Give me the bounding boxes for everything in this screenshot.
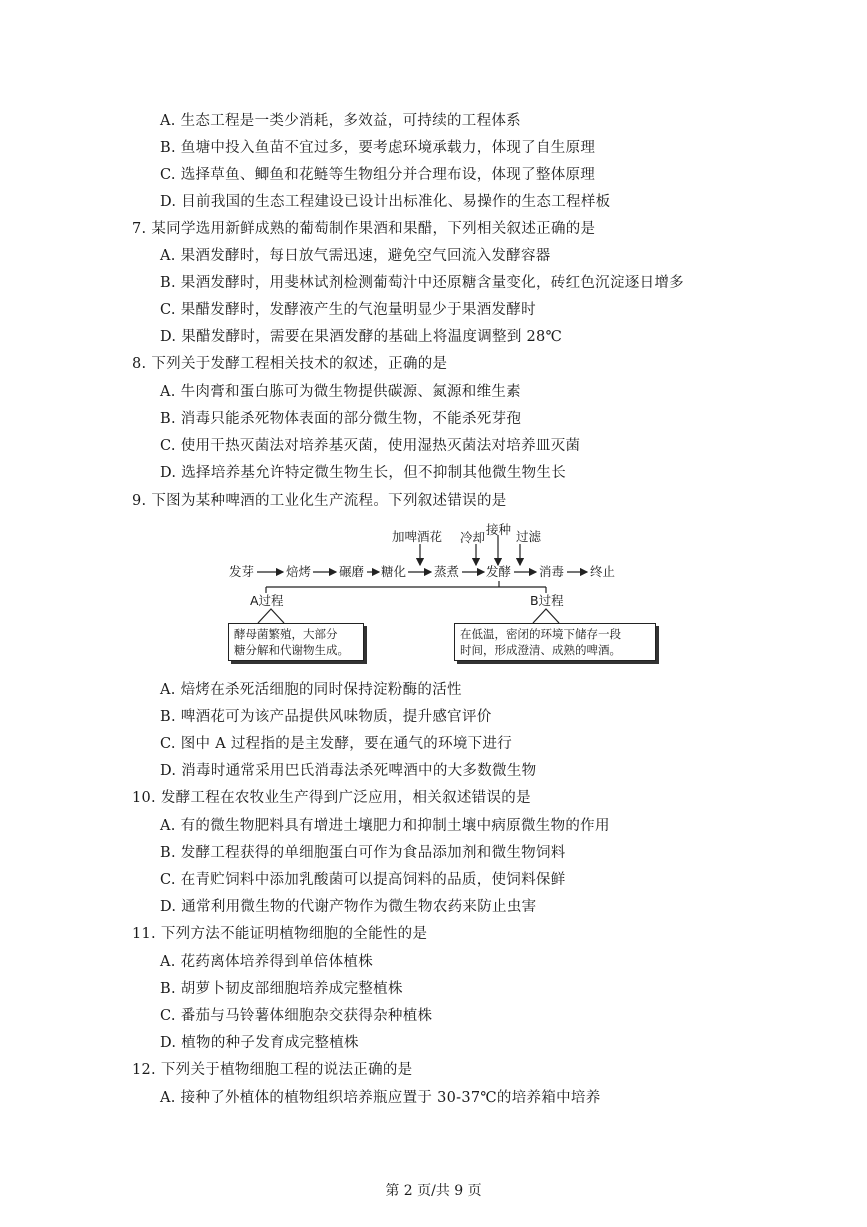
q10-stem: 10. 发酵工程在农牧业生产得到广泛应用，相关叙述错误的是 bbox=[132, 790, 531, 806]
q8-option-a: A. 牛肉膏和蛋白胨可为微生物提供碳源、氮源和维生素 bbox=[160, 384, 521, 400]
q11-option-d: D. 植物的种子发育成完整植株 bbox=[160, 1035, 359, 1051]
q9-stem: 9. 下图为某种啤酒的工业化生产流程。下列叙述错误的是 bbox=[132, 493, 507, 509]
step-roast: 焙烤 bbox=[286, 564, 312, 579]
step-boil: 蒸煮 bbox=[434, 564, 460, 579]
q6-option-d: D. 目前我国的生态工程建设已设计出标准化、易操作的生态工程样板 bbox=[160, 194, 611, 210]
step-sterilize: 消毒 bbox=[539, 564, 565, 579]
step-ferment: 发酵 bbox=[486, 564, 512, 579]
q8-option-b: B. 消毒只能杀死物体表面的部分微生物，不能杀死芽孢 bbox=[160, 411, 522, 427]
beer-production-flow-diagram bbox=[228, 522, 660, 667]
q10-option-d: D. 通常利用微生物的代谢产物作为微生物农药来防止虫害 bbox=[160, 899, 537, 915]
q9-option-a: A. 焙烤在杀死活细胞的同时保持淀粉酶的活性 bbox=[160, 682, 462, 698]
q12-option-a: A. 接种了外植体的植物组织培养瓶应置于 30-37℃的培养箱中培养 bbox=[160, 1090, 601, 1106]
q7-option-a: A. 果酒发酵时，每日放气需迅速，避免空气回流入发酵容器 bbox=[160, 248, 551, 264]
q6-option-a: A. 生态工程是一类少消耗，多效益，可持续的工程体系 bbox=[160, 113, 521, 129]
q10-option-b: B. 发酵工程获得的单细胞蛋白可作为食品添加剂和微生物饲料 bbox=[160, 845, 566, 861]
q6-option-b: B. 鱼塘中投入鱼苗不宜过多，要考虑环境承载力，体现了自生原理 bbox=[160, 140, 596, 156]
q11-option-b: B. 胡萝卜韧皮部细胞培养成完整植株 bbox=[160, 981, 403, 997]
process-b-description bbox=[454, 623, 656, 661]
q9-option-b: B. 啤酒花可为该产品提供风味物质，提升感官评价 bbox=[160, 709, 492, 725]
input-cool: 冷却 bbox=[460, 530, 486, 545]
input-filter: 过滤 bbox=[516, 529, 542, 544]
q11-option-a: A. 花药离体培养得到单倍体植株 bbox=[160, 954, 373, 970]
process-b-desc-line2: 时间，形成澄清、成熟的啤酒。 bbox=[460, 643, 621, 657]
step-germinate: 发芽 bbox=[229, 564, 255, 579]
q10-option-a: A. 有的微生物肥料具有增进土壤肥力和抑制土壤中病原微生物的作用 bbox=[160, 818, 610, 834]
q12-stem: 12. 下列关于植物细胞工程的说法正确的是 bbox=[132, 1062, 413, 1078]
process-b-label: B过程 bbox=[530, 593, 564, 608]
q6-option-c: C. 选择草鱼、鲫鱼和花鲢等生物组分并合理布设，体现了整体原理 bbox=[160, 167, 596, 183]
q11-option-c: C. 番茄与马铃薯体细胞杂交获得杂种植株 bbox=[160, 1008, 433, 1024]
process-a-desc-line1: 酵母菌繁殖，大部分 bbox=[234, 627, 338, 641]
input-inoculate: 接种 bbox=[486, 522, 512, 537]
process-b-desc-line1: 在低温，密闭的环境下储存一段 bbox=[460, 627, 621, 641]
process-a-label: A过程 bbox=[250, 593, 284, 608]
q8-stem: 8. 下列关于发酵工程相关技术的叙述，正确的是 bbox=[132, 356, 448, 372]
q10-option-c: C. 在青贮饲料中添加乳酸菌可以提高饲料的品质，使饲料保鲜 bbox=[160, 872, 566, 888]
q7-option-b: B. 果酒发酵时，用斐林试剂检测葡萄汁中还原糖含量变化，砖红色沉淀逐日增多 bbox=[160, 275, 684, 291]
process-a-desc-line2: 糖分解和代谢物生成。 bbox=[234, 643, 349, 657]
step-mill: 碾磨 bbox=[339, 564, 365, 579]
q7-option-d: D. 果醋发酵时，需要在果酒发酵的基础上将温度调整到 28℃ bbox=[160, 329, 563, 345]
q7-stem: 7. 某同学选用新鲜成熟的葡萄制作果酒和果醋，下列相关叙述正确的是 bbox=[132, 221, 596, 237]
process-a-description bbox=[228, 623, 364, 661]
q11-stem: 11. 下列方法不能证明植物细胞的全能性的是 bbox=[132, 926, 428, 942]
step-end: 终止 bbox=[590, 564, 616, 579]
page-number: 第 2 页/共 9 页 bbox=[385, 1183, 482, 1199]
q9-option-d: D. 消毒时通常采用巴氏消毒法杀死啤酒中的大多数微生物 bbox=[160, 763, 537, 779]
q8-option-d: D. 选择培养基允许特定微生物生长，但不抑制其他微生物生长 bbox=[160, 465, 567, 481]
q9-option-c: C. 图中 A 过程指的是主发酵，要在通气的环境下进行 bbox=[160, 736, 513, 752]
step-saccharify: 糖化 bbox=[381, 564, 407, 579]
q8-option-c: C. 使用干热灭菌法对培养基灭菌，使用湿热灭菌法对培养皿灭菌 bbox=[160, 438, 581, 454]
q7-option-c: C. 果醋发酵时，发酵液产生的气泡量明显少于果酒发酵时 bbox=[160, 302, 536, 318]
input-hops: 加啤酒花 bbox=[392, 529, 443, 544]
